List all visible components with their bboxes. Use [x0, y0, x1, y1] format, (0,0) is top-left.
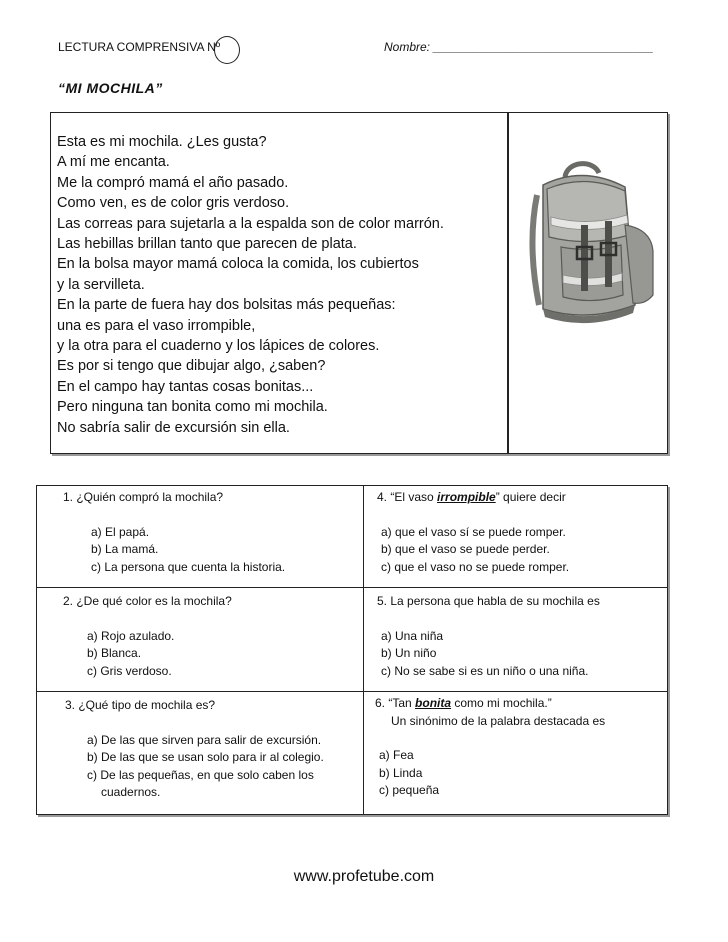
answer-option: c) No se sabe si es un niño o una niña. [381, 663, 589, 678]
story-line: Esta es mi mochila. ¿Les gusta? [57, 134, 267, 150]
worksheet-label: LECTURA COMPRENSIVA Nº [58, 40, 221, 54]
story-line: y la otra para el cuaderno y los lápices de colores. [57, 338, 380, 355]
question-5 [377, 593, 600, 680]
answer-option: c) Gris verdoso. [87, 663, 172, 678]
backpack-icon [513, 155, 663, 335]
answer-option: b) Blanca. [87, 646, 142, 660]
backpack-image [513, 155, 663, 335]
answer-option: b) Linda [379, 765, 423, 780]
question-4 [377, 489, 569, 576]
story-line: Como ven, es de color gris verdoso. [57, 195, 290, 212]
answer-option: b) De las que se usan solo para ir al colegio. [87, 750, 324, 764]
story-line: Es por si tengo que dibujar algo, ¿saben? [57, 358, 326, 375]
column-divider [363, 486, 364, 814]
answer-option: c) que el vaso no se puede romper. [381, 559, 570, 574]
story-line: En la parte de fuera hay dos bolsitas más pequeñas: [57, 297, 396, 314]
row-divider [37, 587, 667, 588]
answer-option: a) El papá. [91, 524, 150, 539]
story-line: Pero ninguna tan bonita como mi mochila. [57, 399, 328, 416]
answer-option: a) De las que sirven para salir de excursión. [87, 732, 322, 747]
story-text [57, 132, 444, 438]
answer-option: b) que el vaso se puede perder. [381, 542, 550, 556]
answer-option: c) La persona que cuenta la historia. [91, 559, 286, 574]
questions-box [36, 485, 668, 815]
answer-option: b) Un niño [381, 646, 437, 660]
answer-option: a) Una niña [381, 628, 444, 643]
question-text: 6. “Tan bonita como mi mochila.” [375, 696, 552, 710]
story-box [50, 112, 668, 454]
answer-option: a) Rojo azulado. [87, 628, 175, 643]
name-field: Nombre: _________________________________ [384, 40, 654, 54]
highlighted-word: irrompible [437, 490, 496, 504]
question-subtext: Un sinónimo de la palabra destacada es [391, 713, 606, 728]
story-line: A mí me encanta. [57, 154, 170, 171]
row-divider [37, 691, 667, 692]
answer-option: a) que el vaso sí se puede romper. [381, 524, 566, 539]
number-circle [214, 36, 240, 64]
story-line: No sabría salir de excursión sin ella. [57, 419, 290, 436]
story-line: En el campo hay tantas cosas bonitas... [57, 378, 314, 395]
footer-url[interactable]: www.profetube.com [293, 868, 435, 885]
story-line: Las hebillas brillan tanto que parecen de plata. [57, 236, 357, 253]
question-6 [375, 695, 605, 800]
question-text: 3. ¿Qué tipo de mochila es? [65, 698, 216, 712]
question-3 [65, 697, 324, 802]
question-text: 2. ¿De qué color es la mochila? [63, 594, 232, 608]
question-text: 5. La persona que habla de su mochila es [377, 594, 600, 608]
story-line: una es para el vaso irrompible, [57, 317, 256, 334]
story-line: Las correas para sujetarla a la espalda son de color marrón. [57, 215, 444, 232]
page-title: “MI MOCHILA” [58, 80, 163, 96]
answer-option: a) Fea [379, 748, 414, 762]
question-1 [63, 489, 285, 576]
answer-option: b) La mamá. [91, 542, 159, 556]
question-2 [63, 593, 232, 680]
story-line: En la bolsa mayor mamá coloca la comida, los cubiertos [57, 256, 419, 273]
question-text: 4. “El vaso irrompible” quiere decir [377, 490, 566, 504]
answer-option: c) pequeña [379, 783, 440, 797]
answer-option: c) De las pequeñas, en que solo caben los [87, 767, 314, 782]
story-line: Me la compró mamá el año pasado. [57, 174, 289, 191]
answer-option: cuadernos. [101, 785, 161, 799]
story-divider [507, 113, 509, 453]
story-line: y la servilleta. [57, 276, 145, 293]
question-text: 1. ¿Quién compró la mochila? [63, 490, 224, 504]
highlighted-word: bonita [415, 696, 452, 710]
